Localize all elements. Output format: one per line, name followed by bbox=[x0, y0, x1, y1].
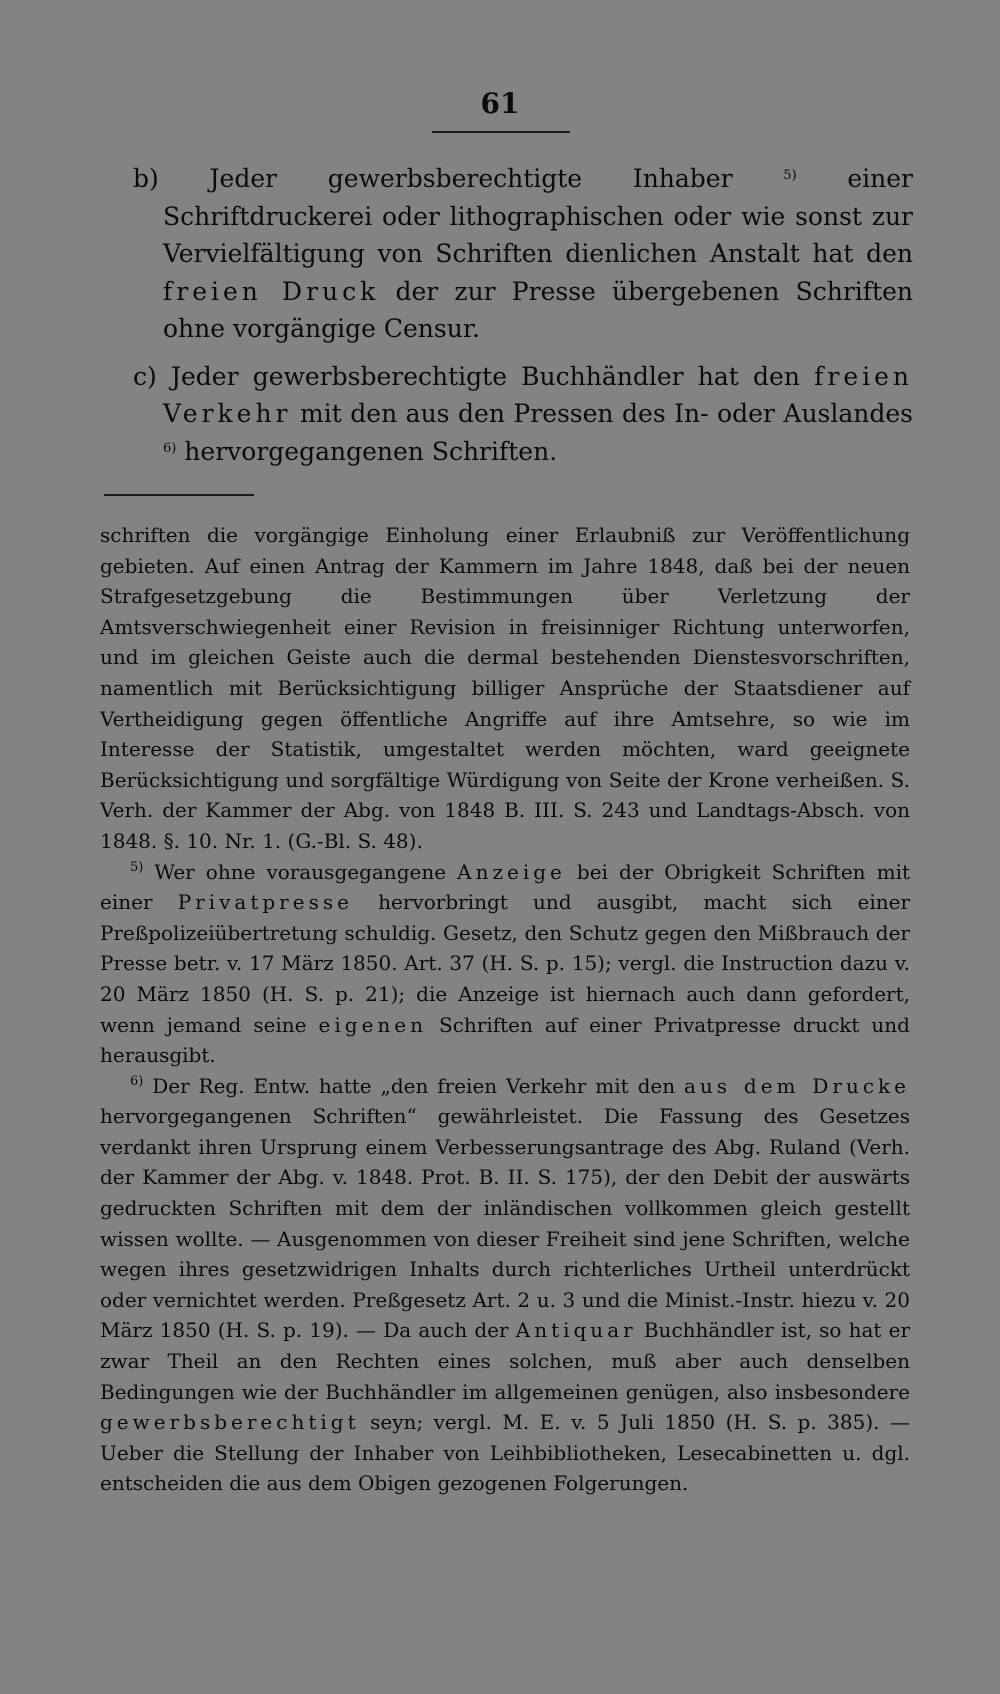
footnote-6-text-4: seyn; vergl. M. E. v. 5 Juli 1850 (H. S. p. 385). — Ueber die Stellung der Inhaber von Leihbibliotheken, Lesecabinetten u. dgl. entscheiden die aus dem Obigen gezogenen Folgerungen. bbox=[100, 1410, 910, 1496]
paragraph-c-marker: c) bbox=[133, 361, 157, 391]
footnote-5 bbox=[100, 857, 910, 1071]
paragraph-c-emphasis: freien Verkehr bbox=[163, 361, 913, 428]
paragraph-c-text-1: Jeder gewerbsberechtigte Buchhändler hat den bbox=[170, 361, 800, 391]
paragraph-b-text-1: Jeder gewerbsberechtigte Inhaber bbox=[209, 164, 733, 193]
footnote-5-marker: 5) bbox=[130, 859, 144, 875]
footnote-6 bbox=[100, 1071, 910, 1499]
paragraph-b-marker: b) bbox=[133, 164, 159, 193]
paragraph-c-text-2: mit den aus den Pressen des In- oder Auslandes bbox=[300, 399, 914, 428]
footnote-continuation: schriften die vorgängige Einholung einer Erlaubniß zur Veröffentlichung gebieten. Auf einen Antrag der Kammern im Jahre 1848, daß bei der neuen Strafgesetzgebung die Bestimmungen über Verletzung der Amtsverschwiegenheit einer Revision in freisinniger Richtung unterworfen, und im gleichen Geiste auch die dermal bestehenden Dienstesvorschriften, namentlich mit Berücksichtigung billiger Ansprüche der Staatsdiener auf Vertheidigung gegen öffentliche Angriffe auf ihre Amtsehre, so wie im Interesse der Statistik, umgestaltet werden möchten, ward geeignete Berücksichtigung und sorgfältige Würdigung von Seite der Krone verheißen. S. Verh. der Kammer der Abg. von 1848 B. III. S. 243 und Landtags-Absch. von 1848. §. 10. Nr. 1. (G.-Bl. S. 48). bbox=[100, 523, 910, 853]
paragraph-b-text-2: einer Schriftdruckerei oder lithographischen oder wie sonst zur Vervielfältigung von Schriften dienlichen Anstalt hat den bbox=[163, 164, 914, 268]
footnote-ref-6: 6) bbox=[163, 440, 177, 456]
footnote-ref-5: 5) bbox=[783, 168, 797, 183]
paragraph-b-emphasis: freien Druck bbox=[163, 276, 380, 306]
footnotes bbox=[100, 520, 910, 1499]
paragraph-b bbox=[133, 160, 913, 348]
paragraph-b-text-3: der zur Presse übergebenen Schriften ohne vorgängige Censur. bbox=[163, 276, 913, 343]
footnote-6-marker: 6) bbox=[130, 1073, 144, 1089]
header-rule bbox=[432, 131, 570, 133]
footnote-6-text-2: hervorgegangenen Schriften“ gewährleistet. Die Fassung des Gesetzes verdankt ihren Ursprung einem Verbesserungsantrage des Abg. Ruland (Verh. der Kammer der Abg. v. 1848. Prot. B. II. S. 175), der den Debit der auswärts gedruckten Schriften mit dem der inländischen vollkommen gleich gestellt wissen wollte. — Ausgenommen von dieser Freiheit sind jene Schriften, welche wegen ihres gesetzwidrigen Inhalts durch richterliches Urtheil unterdrückt oder vernichtet werden. Preßgesetz Art. 2 u. 3 und die Minist.-Instr. hiezu v. 20 März 1850 (H. S. p. 19). — Da auch der bbox=[100, 1104, 910, 1343]
footnote-5-text-2: bei der Obrigkeit Schriften mit einer bbox=[100, 859, 911, 915]
footnote-5-emphasis-2: Privatpresse bbox=[177, 890, 353, 915]
footnote-6-emphasis-1: aus dem Drucke bbox=[683, 1073, 911, 1098]
paragraph-c bbox=[133, 358, 913, 471]
footnote-6-text-1: Der Reg. Entw. hatte „den freien Verkehr mit den bbox=[152, 1073, 676, 1098]
footnote-5-emphasis-3: eigenen bbox=[318, 1012, 427, 1037]
footnote-5-emphasis-1: Anzeige bbox=[457, 859, 566, 884]
footnote-separator bbox=[104, 494, 254, 496]
page-number: 61 bbox=[480, 87, 520, 120]
footnote-6-emphasis-3: gewerbsberechtigt bbox=[100, 1410, 360, 1435]
footnote-5-text-1: Wer ohne vorausgegangene bbox=[154, 859, 447, 884]
main-text bbox=[133, 160, 913, 470]
footnote-6-emphasis-2: Antiquar bbox=[515, 1318, 637, 1343]
footnote-5-text-3: hervorbringt und ausgibt, macht sich einer Preßpolizeiübertretung schuldig. Gesetz, den Schutz gegen den Mißbrauch der Presse betr. v. 17 März 1850. Art. 37 (H. S. p. 15); vergl. die Instruction dazu v. 20 März 1850 (H. S. p. 21); die Anzeige ist hiernach auch dann gefordert, wenn jemand seine bbox=[100, 890, 911, 1037]
footnote-6-text-3: Buchhändler ist, so hat er zwar Theil an den Rechten eines solchen, muß aber auch denselben Bedingungen wie der Buchhändler im allgemeinen genügen, also insbesondere bbox=[100, 1318, 911, 1404]
paragraph-c-text-3: hervorgegangenen Schriften. bbox=[184, 436, 558, 466]
footnote-5-text-4: Schriften auf einer Privatpresse druckt und herausgibt. bbox=[100, 1012, 910, 1068]
